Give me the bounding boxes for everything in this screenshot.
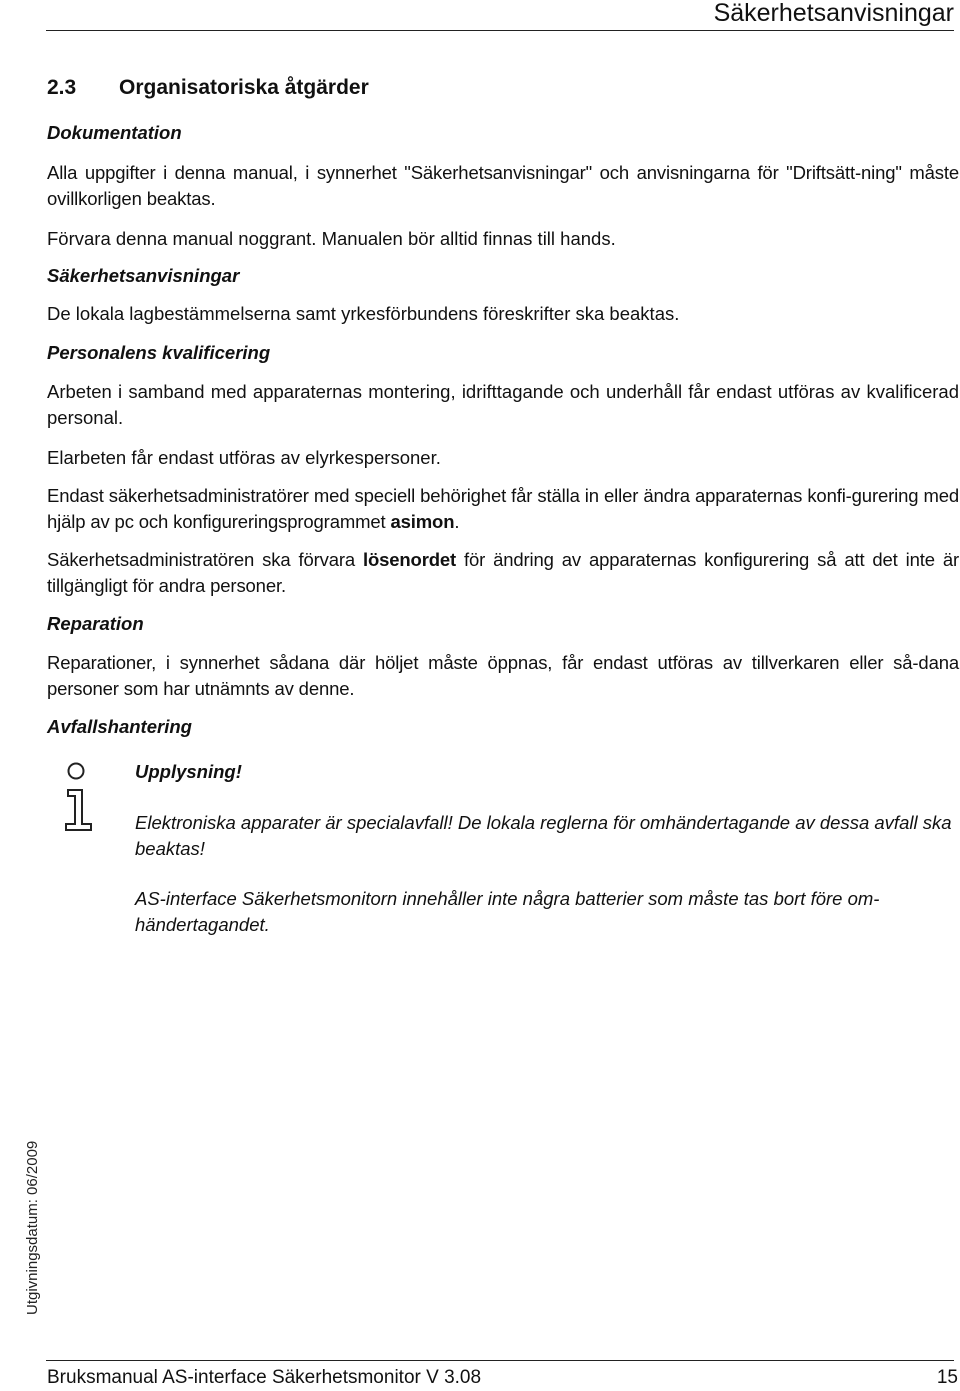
note-paragraph-2: AS-interface Säkerhetsmonitorn innehåller inte några batterier som måste tas bort före om-händertagandet.: [135, 888, 880, 935]
losenordet-term: lösenordet: [362, 549, 457, 570]
paragraph-personal-2: Elarbeten får endast utföras av elyrkespersoner.: [47, 447, 441, 468]
note-heading: Upplysning!: [135, 761, 242, 782]
paragraph-personal-4: [47, 547, 959, 599]
page-number: 15: [936, 1367, 958, 1388]
paragraph-reparation: Reparationer, i synnerhet sådana där höljet måste öppnas, får endast utföras av tillverkaren eller så-dana personer som har utnämnts av denne.: [47, 652, 959, 699]
heading-personalens-kvalificering: Personalens kvalificering: [47, 342, 271, 363]
personal-4-text: Säkerhetsadministratören ska förvara: [47, 549, 363, 570]
paragraph-dokumentation-1: Alla uppgifter i denna manual, i synnerhet "Säkerhetsanvisningar" och anvisningarna för "Driftsätt-ning" måste ovillkorligen beaktas.: [47, 162, 959, 209]
personal-3-text: Endast säkerhetsadministratörer med speciell behörighet får ställa in eller ändra apparaternas konfi-gurering med hjälp av pc och konfigureringsprogrammet: [47, 485, 959, 532]
heading-dokumentation: Dokumentation: [47, 122, 182, 143]
personal-4-end: för ändring av apparaternas konfigurering så att det inte är tillgängligt för andra personer.: [47, 549, 959, 596]
paragraph-personal-3: [47, 483, 959, 535]
paragraph-sakerhetsanvisningar: De lokala lagbestämmelserna samt yrkesförbundens föreskrifter ska beaktas.: [47, 303, 680, 324]
paragraph-personal-1: Arbeten i samband med apparaternas montering, idrifttagande och underhåll får endast utföras av kvalificerad personal.: [47, 381, 959, 428]
note-paragraph-1: Elektroniska apparater är specialavfall! De lokala reglerna för omhändertagande av dessa avfall ska beaktas!: [135, 812, 952, 859]
info-icon: [63, 762, 97, 832]
section-number: 2.3: [47, 76, 77, 99]
paragraph-dokumentation-2: Förvara denna manual noggrant. Manualen bör alltid finnas till hands.: [47, 228, 616, 249]
section-title: [47, 74, 369, 102]
footer-title: Bruksmanual AS-interface Säkerhetsmonitor V 3.08: [47, 1367, 482, 1388]
personal-3-end: .: [454, 511, 460, 532]
asimon-term: asimon: [390, 511, 455, 532]
footer-rule: [46, 1360, 954, 1361]
heading-avfallshantering: Avfallshantering: [47, 716, 192, 737]
section-title-text: Organisatoriska åtgärder: [119, 76, 369, 99]
running-header: Säkerhetsanvisningar: [713, 0, 954, 27]
header-rule: [46, 30, 954, 31]
publication-date: Utgivningsdatum: 06/2009: [24, 1140, 41, 1315]
heading-reparation: Reparation: [47, 613, 144, 634]
heading-sakerhetsanvisningar: Säkerhetsanvisningar: [47, 265, 240, 286]
